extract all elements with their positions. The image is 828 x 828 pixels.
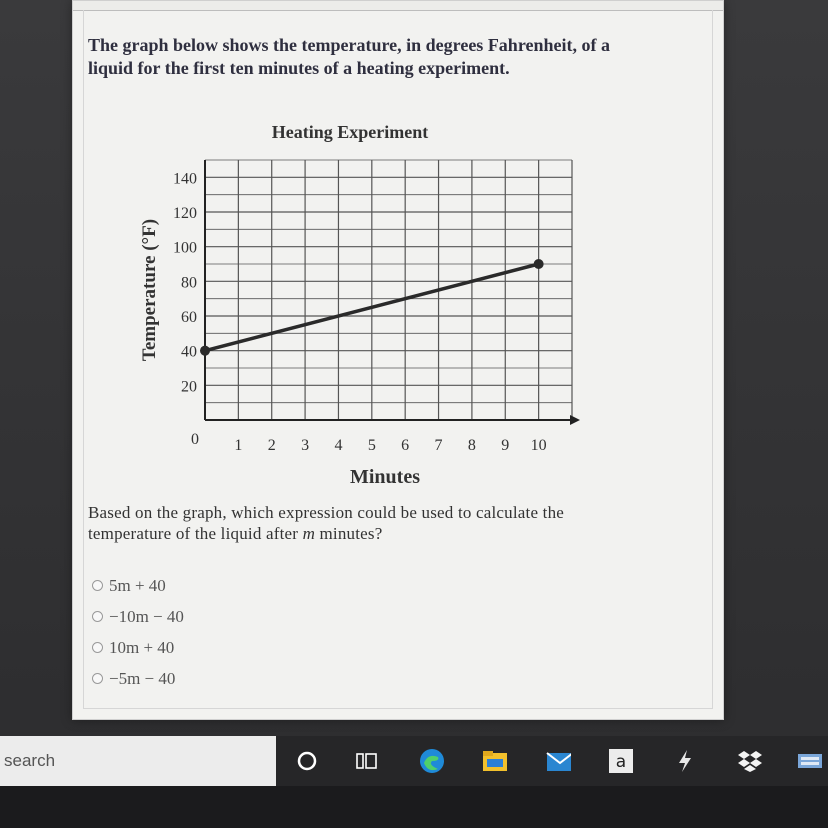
file-explorer-icon[interactable] [481,748,507,774]
chart-title: Heating Experiment [271,122,429,142]
radio-button[interactable] [92,642,103,653]
x-tick-label: 1 [234,437,243,454]
x-tick-label: 9 [501,437,510,454]
data-point [534,259,544,269]
x-tick-label: 5 [367,437,376,454]
option-4[interactable] [92,663,184,694]
svg-text:a: a [615,752,627,772]
x-axis-label: Minutes [350,466,420,488]
y-tick-label: 40 [181,343,197,361]
line-chart [120,150,580,460]
x-axis-arrow [570,415,580,425]
edge-icon[interactable] [418,748,444,774]
question-intro: The graph below shows the temperature, in degrees Fahrenheit, of a liquid for the first ten minutes of a heating experiment. [88,35,610,78]
y-tick-label: 100 [173,239,197,257]
option-label: −10m − 40 [109,606,184,626]
radio-button[interactable] [92,611,103,622]
answer-options [92,570,184,694]
question-prompt [88,502,588,544]
amazon-icon[interactable] [608,748,634,774]
taskbar [0,736,828,786]
option-1[interactable] [92,570,184,601]
x-tick-label: 0 [191,431,199,448]
option-3[interactable] [92,632,184,663]
task-view-icon[interactable] [354,748,380,774]
network-icon[interactable] [796,748,822,774]
x-tick-label: 3 [301,437,310,454]
y-tick-label: 80 [181,274,197,292]
screen-bezel [0,786,828,828]
mail-icon[interactable] [545,748,571,774]
prompt-text-end: minutes? [315,524,383,543]
prompt-text: Based on the graph, which expression could be used to calculate the temperature of the liquid after [88,503,565,543]
cortana-icon[interactable] [294,748,320,774]
radio-button[interactable] [92,673,103,684]
option-label: 5m + 40 [109,575,166,595]
taskbar-search-box[interactable] [0,736,276,786]
y-tick-label: 120 [173,205,197,222]
option-label: −5m − 40 [109,668,176,688]
data-point [200,346,210,356]
option-label: 10m + 40 [109,637,175,657]
dropbox-icon[interactable] [736,748,762,774]
app-icon[interactable] [672,748,698,774]
x-tick-label: 2 [267,437,276,454]
x-tick-label: 10 [530,437,547,454]
y-tick-label: 60 [181,309,197,326]
radio-button[interactable] [92,580,103,591]
search-label: search [4,751,56,770]
option-2[interactable] [92,601,184,632]
x-tick-label: 7 [434,437,443,454]
x-tick-label: 6 [401,437,410,454]
y-tick-label: 140 [173,170,197,188]
prompt-variable: m [302,524,316,543]
y-tick-label: 20 [181,378,197,396]
x-tick-label: 8 [467,437,476,454]
x-tick-label: 4 [334,437,343,454]
chart-grid [205,160,572,420]
y-axis-label: Temperature (°F) [139,218,160,362]
